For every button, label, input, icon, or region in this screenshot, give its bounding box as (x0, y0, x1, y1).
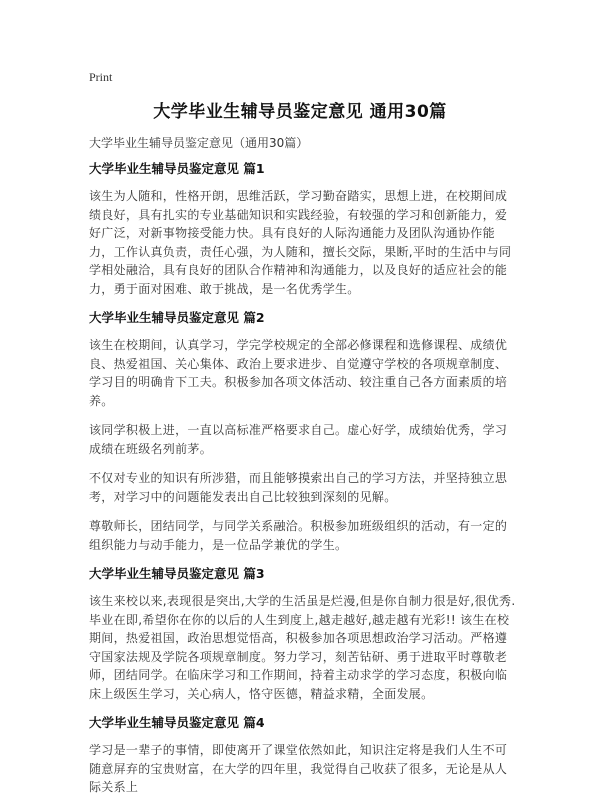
print-link[interactable]: Print (89, 70, 113, 84)
section-heading: 大学毕业生辅导员鉴定意见 篇4 (89, 715, 265, 730)
paragraph: 该生来校以来,表现很是突出,大学的生活虽是烂漫,但是你自制力很是好,很优秀.毕业在即,希望你在你的以后的人生到度上,越走越好,越走越有光彩!! 该生在校期间，热爱祖国，政治思想觉悟高，积极参加各项思想政治学习活动。严格遵守国家法规及学院各项规章制度。努力学习，刻苦钻研、勇于进取平时尊敬老师，团结同学。在临床学习和工作期间，持着主动求学的学习态度，积极向临床上级医生学习，关心病人，恪守医德，精益求精，全面发展。 (89, 594, 516, 701)
section-2 (89, 309, 519, 554)
paragraph: 学习是一辈子的事情，即使离开了课堂依然如此，知识注定将是我们人生不可随意屏弃的宝贵财富，在大学的四年里，我觉得自己收获了很多，无论是从人际关系上 (89, 743, 508, 794)
document-subtitle: 大学毕业生辅导员鉴定意见（通用30篇） (89, 136, 309, 150)
section-1 (89, 160, 519, 298)
section-heading: 大学毕业生辅导员鉴定意见 篇1 (89, 161, 265, 176)
section-heading: 大学毕业生辅导员鉴定意见 篇2 (89, 310, 265, 325)
paragraph: 该生为人随和，性格开朗，思维活跃，学习勤奋踏实，思想上进，在校期间成绩良好，具有扎实的专业基础知识和实践经验，有较强的学习和创新能力，爱好广泛，对新事物接受能力快。具有良好的人际沟通能力及团队沟通协作能力，工作认真负责，责任心强，为人随和，擅长交际，果断,平时的生活中与同学相处融洽，具有良好的团队合作精神和沟通能力，以及良好的适应社会的能力，勇于面对困难、敢于挑战，是一名优秀学生。 (89, 189, 512, 296)
paragraph: 该生在校期间，认真学习，学完学校规定的全部必修课程和选修课程、成绩优良、热爱祖国、关心集体、政治上要求进步、自觉遵守学校的各项规章制度、学习目的明确肯下工夫。积极参加各项文体活动、较注重自己各方面素质的培养。 (89, 338, 508, 408)
paragraph: 不仅对专业的知识有所涉猎，而且能够摸索出自己的学习方法，并坚持独立思考，对学习中的问题能发表出自己比较独到深刻的见解。 (89, 471, 508, 504)
page-title: 大学毕业生辅导员鉴定意见 通用30篇 (153, 102, 447, 122)
document-body (89, 160, 519, 808)
section-4 (89, 714, 519, 797)
section-heading: 大学毕业生辅导员鉴定意见 篇3 (89, 566, 265, 581)
paragraph: 尊敬师长，团结同学，与同学关系融洽。积极参加班级组织的活动，有一定的组织能力与动手能力，是一位品学兼优的学生。 (89, 519, 508, 552)
section-3 (89, 565, 519, 703)
paragraph: 该同学积极上进，一直以高标准严格要求自己。虚心好学，成绩始优秀，学习成绩在班级名列前茅。 (89, 423, 508, 456)
